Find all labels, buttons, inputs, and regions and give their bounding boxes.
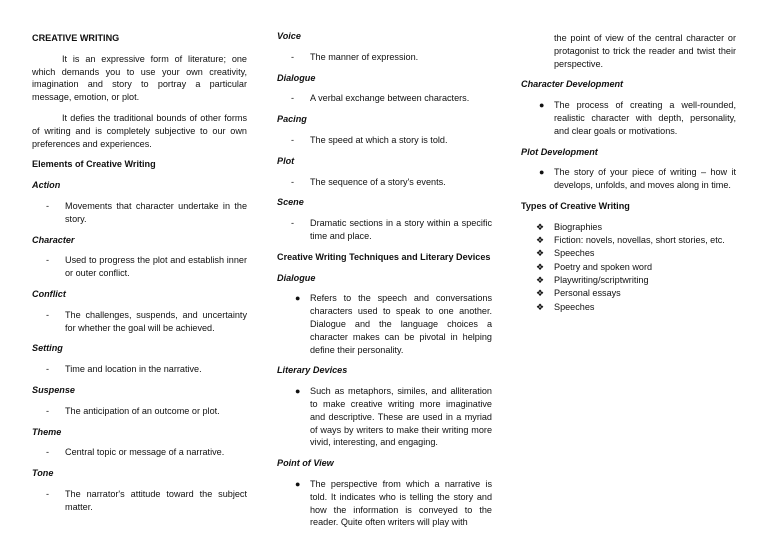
element-desc-pacing (277, 134, 492, 147)
element-desc-text: The sequence of a story's events. (310, 176, 446, 187)
element-desc-tone (32, 488, 247, 514)
element-desc-text: A verbal exchange between characters. (310, 93, 470, 104)
bullet-marker: ● (539, 167, 545, 178)
type-text: Personal essays (554, 288, 621, 299)
diamond-bullet-icon: ❖ (536, 288, 545, 299)
dash-marker: - (291, 134, 295, 145)
techniques-heading: Creative Writing Techniques and Literary Devices (277, 251, 491, 262)
element-desc-text: Time and location in the narrative. (65, 364, 202, 375)
element-term-conflict: Conflict (32, 288, 66, 299)
technique-term-character-development: Character Development (521, 79, 624, 90)
list-item (521, 301, 736, 314)
technique-desc-text: The process of creating a well-rounded, realistic character with depth, personality, and clear goals or motivations. (554, 100, 736, 136)
intro-paragraph-1: It is an expressive form of literature; one which demands you to use your own creativity, imagination and story to portray a particular message, emotion, or plot. (32, 53, 247, 103)
list-item (521, 287, 736, 300)
types-list (521, 221, 736, 314)
column-2 (277, 30, 492, 537)
intro-paragraph-2: It defies the traditional bounds of other forms of writing and is completely subjective to our own preferences and experiences. (32, 112, 247, 149)
element-desc-setting (32, 363, 247, 376)
dash-marker: - (46, 255, 50, 266)
element-term-tone: Tone (32, 468, 54, 479)
element-term-action: Action (32, 180, 61, 191)
technique-term-point-of-view: Point of View (277, 458, 334, 469)
elements-heading: Elements of Creative Writing (32, 159, 156, 170)
dash-marker: - (46, 309, 50, 320)
type-text: Speeches (554, 301, 595, 312)
element-desc-text: The anticipation of an outcome or plot. (65, 405, 220, 416)
element-desc-action (32, 200, 247, 226)
diamond-bullet-icon: ❖ (536, 301, 545, 312)
element-desc-scene (277, 217, 492, 243)
type-text: Biographies (554, 221, 603, 232)
list-item (521, 234, 736, 247)
list-item (521, 247, 736, 260)
list-item (521, 261, 736, 274)
bullet-marker: ● (539, 100, 545, 111)
technique-desc-text: The perspective from which a narrative is told. It indicates who is telling the story and how the information is conveyed to the reader. Quite often writers will play with (310, 478, 492, 528)
element-desc-text: Movements that character undertake in the story. (65, 200, 247, 224)
dash-marker: - (291, 218, 295, 229)
technique-desc-text: Such as metaphors, similes, and alliteration to make creative writing more imaginative and descriptive. These are used in a myriad of ways by writers to make their writing more vivid, interesting, and engaging. (310, 386, 492, 448)
dash-marker: - (46, 488, 50, 499)
type-text: Fiction: novels, novellas, short stories, etc. (554, 235, 725, 246)
type-text: Playwriting/scriptwriting (554, 274, 649, 285)
element-desc-text: The speed at which a story is told. (310, 134, 448, 145)
technique-desc-literary-devices (277, 385, 492, 449)
element-desc-voice (277, 51, 492, 64)
diamond-bullet-icon: ❖ (536, 274, 545, 285)
document-title: CREATIVE WRITING (32, 33, 120, 43)
technique-desc-dialogue (277, 292, 492, 356)
element-term-dialogue: Dialogue (277, 72, 316, 83)
element-desc-suspense (32, 405, 247, 418)
technique-term-plot-development: Plot Development (521, 146, 598, 157)
diamond-bullet-icon: ❖ (536, 248, 545, 259)
element-term-suspense: Suspense (32, 384, 75, 395)
column-3 (521, 32, 736, 314)
element-desc-text: The manner of expression. (310, 51, 419, 62)
dash-marker: - (46, 405, 50, 416)
dash-marker: - (291, 176, 295, 187)
element-term-theme: Theme (32, 426, 62, 437)
column-1 (32, 30, 247, 522)
element-desc-text: The challenges, suspends, and uncertainty for whether the goal will be achieved. (65, 309, 247, 333)
element-desc-plot (277, 176, 492, 189)
technique-desc-character-development (521, 99, 736, 137)
point-of-view-continuation: the point of view of the central character or protagonist to trick the reader and twist their perspective. (554, 33, 736, 69)
diamond-bullet-icon: ❖ (536, 235, 545, 246)
technique-desc-plot-development (521, 166, 736, 192)
dash-marker: - (291, 93, 295, 104)
dash-marker: - (46, 447, 50, 458)
type-text: Poetry and spoken word (554, 261, 653, 272)
technique-desc-point-of-view (277, 478, 492, 529)
element-term-plot: Plot (277, 155, 295, 166)
element-term-setting: Setting (32, 343, 63, 354)
element-term-voice: Voice (277, 31, 301, 41)
element-desc-character (32, 254, 247, 280)
list-item (521, 274, 736, 287)
bullet-marker: ● (295, 386, 301, 397)
bullet-marker: ● (295, 293, 301, 304)
dash-marker: - (46, 200, 50, 211)
element-term-pacing: Pacing (277, 114, 307, 125)
element-desc-text: Central topic or message of a narrative. (65, 447, 225, 458)
element-desc-conflict (32, 309, 247, 335)
dash-marker: - (46, 364, 50, 375)
technique-desc-text: The story of your piece of writing – how it develops, unfolds, and moves along in time. (554, 167, 736, 191)
element-desc-theme (32, 446, 247, 459)
element-desc-text: Dramatic sections in a story within a specific time and place. (310, 218, 492, 241)
dash-marker: - (291, 51, 295, 62)
element-desc-dialogue (277, 92, 492, 105)
element-term-character: Character (32, 234, 75, 245)
element-term-scene: Scene (277, 197, 304, 208)
technique-term-dialogue: Dialogue (277, 272, 316, 283)
element-desc-text: The narrator's attitude toward the subject matter. (65, 488, 247, 512)
technique-term-literary-devices: Literary Devices (277, 365, 348, 376)
diamond-bullet-icon: ❖ (536, 221, 545, 232)
technique-desc-text: Refers to the speech and conversations characters used to speak to one another. Dialogue and the language choices a character makes can be pivotal in helping define their personality. (310, 293, 492, 355)
element-desc-text: Used to progress the plot and establish inner or outer conflict. (65, 255, 247, 279)
diamond-bullet-icon: ❖ (536, 261, 545, 272)
list-item (521, 221, 736, 234)
types-heading: Types of Creative Writing (521, 200, 630, 211)
type-text: Speeches (554, 248, 595, 259)
bullet-marker: ● (295, 478, 301, 489)
